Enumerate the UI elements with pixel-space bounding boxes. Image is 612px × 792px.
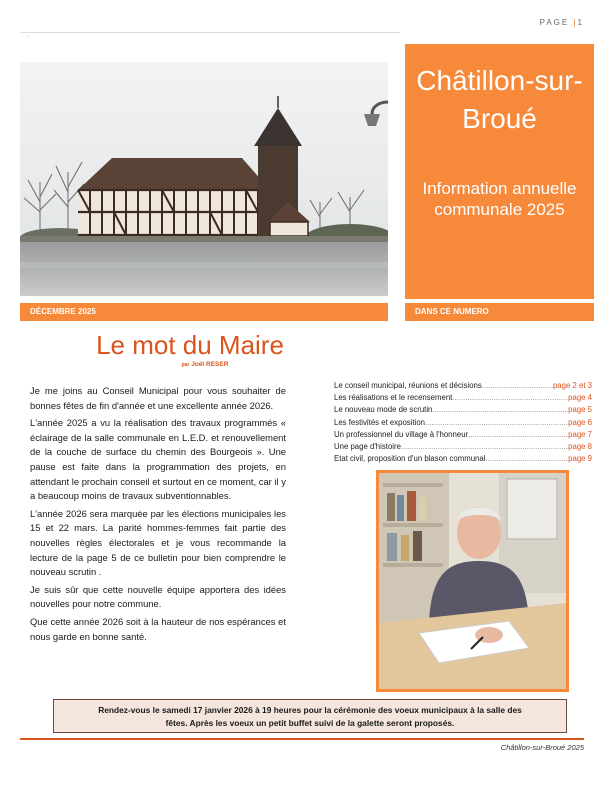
article-paragraph: Je me joins au Conseil Municipal pour vous souhaiter de bonnes fêtes de fin d'année et une excellente année 2026.	[30, 385, 286, 411]
toc-item-page: page 6	[568, 417, 592, 427]
date-band: DÉCEMBRE 2025	[20, 303, 388, 321]
contents-band: DANS CE NUMERO	[405, 303, 594, 321]
toc-item[interactable]	[334, 404, 592, 416]
page-label: PAGE	[539, 18, 570, 27]
footer-text: Châtillon-sur-Broué 2025	[500, 743, 584, 752]
toc-item-label: Un professionnel du village à l'honneur	[334, 429, 469, 439]
toc-item-page: page 9	[568, 454, 592, 464]
event-notice	[53, 699, 567, 733]
newsletter-subtitle: Information annuelle communale 2025	[422, 179, 577, 219]
toc-item-page: page 4	[568, 393, 592, 403]
toc-item-page: page 5	[568, 405, 592, 415]
toc-item-page: page 7	[568, 429, 592, 439]
article-paragraph: Je suis sûr que cette nouvelle équipe apportera des idées nouvelles pour notre commune.	[30, 583, 286, 610]
mayor-photo	[376, 470, 569, 692]
toc-item-label: Une page d'histoire	[334, 441, 401, 451]
newsletter-title: Châtillon-sur-Broué	[416, 65, 583, 134]
article-paragraph: L'année 2025 a vu la réalisation des travaux programmés « éclairage de la salle communale en L.E.D. et renouvellement de la couche de surface du chemin des Bourgeois ». Une pause est faite dans la programmation des projets, en attendant le prochain conseil et surtout en ce moment, car il y a beaucoup moins de travaux subventionnables.	[30, 417, 286, 502]
notice-line-2: fêtes. Après les voeux un petit buffet suivi de la galette seront proposés.	[165, 717, 455, 728]
page-number-indicator	[540, 18, 584, 27]
toc-item[interactable]	[334, 417, 592, 429]
header-divider	[20, 32, 400, 33]
toc-item-label: Les festivités et exposition	[334, 417, 426, 427]
table-of-contents	[334, 380, 592, 465]
byline-author: Joël RESER	[191, 361, 229, 368]
church-illustration	[20, 62, 388, 296]
toc-item[interactable]	[334, 429, 592, 441]
toc-item-label: Le nouveau mode de scrutin	[334, 405, 433, 415]
notice-line-1: Rendez-vous le samedi 17 janvier 2026 à 19 heures pour la cérémonie des voeux municipaux à la salle des	[98, 705, 522, 715]
toc-item-page: page 2 et 3	[552, 381, 592, 390]
toc-item[interactable]	[334, 453, 592, 465]
article-paragraph: L'année 2026 sera marquée par les élections municipales les 15 et 22 mars. La parité hommes-femmes fait partie des nouvelles règles électorales et je vous recommande la lecture de la page 5 de ce bulletin pour bien comprendre le nouveau scrutin .	[30, 507, 286, 578]
article-body	[30, 384, 286, 647]
mayor-illustration	[379, 473, 566, 689]
church-photo	[20, 62, 388, 296]
article-paragraph: Que cette année 2026 soit à la hauteur de nos espérances et nous garde en bonne santé.	[30, 615, 286, 642]
header-mark: -	[28, 34, 30, 40]
toc-item-page: page 8	[568, 441, 592, 451]
toc-item-label: Les réalisations et le recensement	[334, 393, 453, 403]
page-number: 1	[577, 18, 584, 27]
toc-item[interactable]	[334, 392, 592, 404]
toc-item-label: Etat civil, proposition d'un blason communal	[334, 454, 486, 464]
toc-item[interactable]	[334, 380, 592, 392]
toc-item-label: Le conseil municipal, réunions et décisions	[334, 381, 482, 390]
page-separator: |	[573, 18, 578, 27]
footer-divider	[20, 738, 584, 740]
byline-prefix: par	[181, 362, 190, 368]
article-byline	[130, 361, 280, 368]
toc-item[interactable]	[334, 441, 592, 453]
title-panel	[405, 44, 594, 299]
article-title: Le mot du Maire	[96, 330, 284, 360]
